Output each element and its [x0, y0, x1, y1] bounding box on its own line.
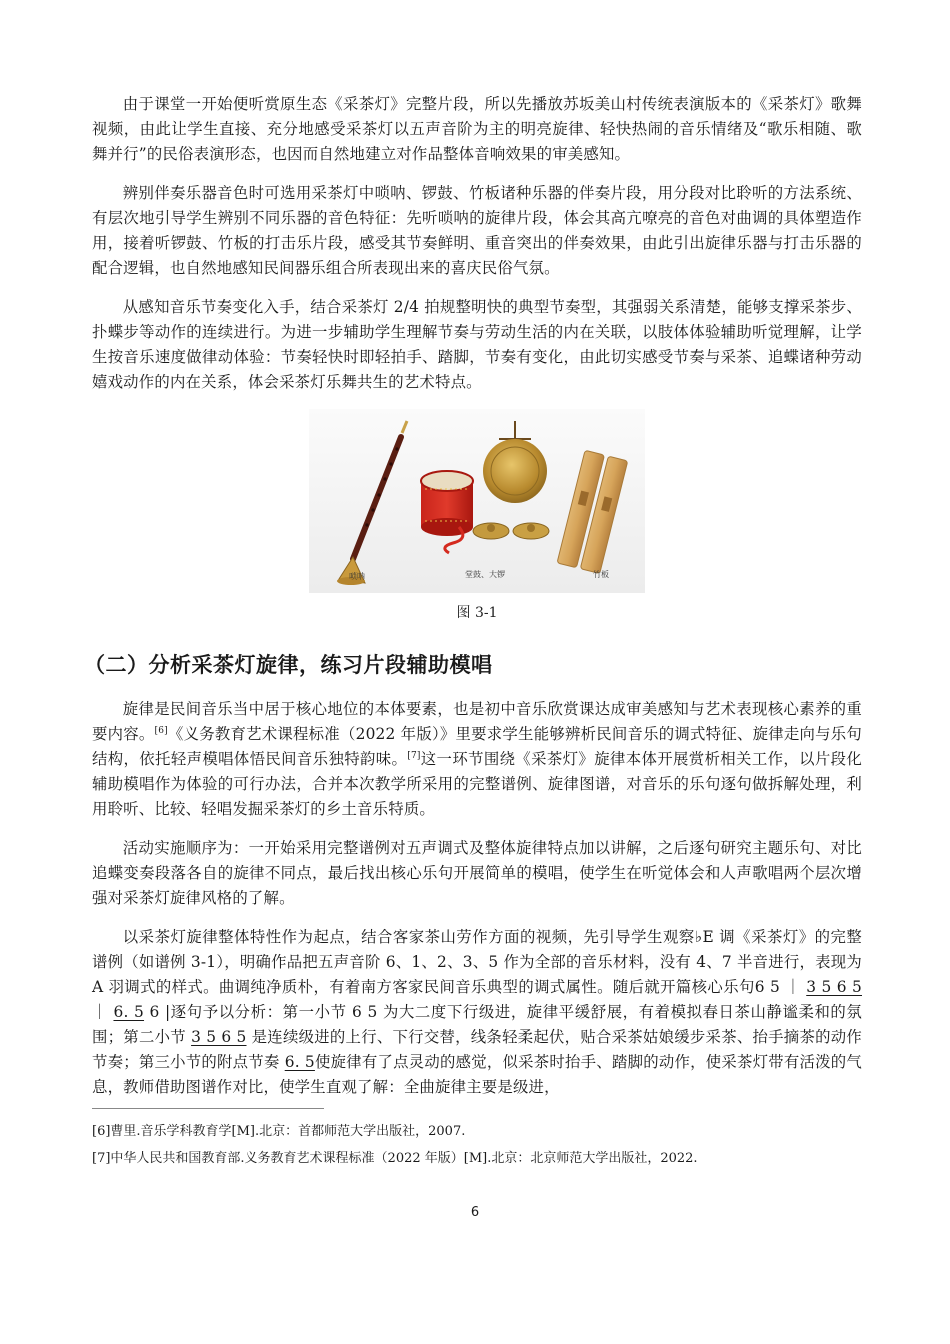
paragraph-6 [92, 925, 862, 1100]
paragraph-3: 从感知音乐节奏变化入手，结合采茶灯 2/4 拍规整明快的典型节奏型，其强弱关系清楚，能够支撑采茶步、扑蝶步等动作的连续进行。为进一步辅助学生理解节奏与劳动生活的内在关联，以肢体体验辅助听觉理解，让学生按音乐速度做律动体验：节奏轻快时即轻拍手、踏脚，节奏有变化，由此切实感受节奏与采茶、追蝶诸种劳动嬉戏动作的内在关系，体会采茶灯乐舞共生的艺术特点。 [92, 298, 862, 391]
paragraph-2: 辨别伴奏乐器音色时可选用采茶灯中唢呐、锣鼓、竹板诸种乐器的伴奏片段，用分段对比聆听的方法系统、有层次地引导学生辨别不同乐器的音色特征：先听唢呐的旋律片段，体会其高亢嘹亮的音色对曲调的具体塑造作用，接着听锣鼓、竹板的打击乐片段，感受其节奏鲜明、重音突出的伴奏效果，由此引出旋律乐器与打击乐器的配合逻辑，也自然地感知民间器乐组合所表现出来的喜庆民俗气氛。 [92, 184, 862, 277]
paragraph-6-text-4: 是连续级进的上行、下行交替，线条轻柔起伏，贴合采茶姑娘缓步采茶、抬手摘茶的动作节奏；第三小节的附点节奏 [92, 1028, 862, 1071]
section-heading: （二）分析采茶灯旋律，练习片段辅助模唱 [84, 653, 493, 677]
paragraph-6-text-2: ｜ [92, 1003, 114, 1021]
footnote-6: [6]曹里.音乐学科教育学[M].北京：首都师范大学出版社，2007. [92, 1124, 466, 1139]
citation-6: [6] [154, 725, 168, 736]
paragraph-4-part-b: 《义务教育艺术课程标准（2022 年版）》里要求学生能够辨析民间音乐的调式特征、旋律走向与乐句结构，依托轻声模唱体悟民间音乐独特韵味。 [92, 725, 862, 768]
paragraph-6-text-3: 6 |逐句予以分析：第一小节 6 5 为大二度下行级进，旋律平缓舒展，有着模拟春日茶山静谧柔和的氛围；第二小节 [92, 1003, 862, 1046]
figure-3-1 [92, 409, 862, 623]
paragraph-4-part-c: 这一环节围绕《采茶灯》旋律本体开展赏析相关工作，以片段化辅助模唱作为体验的可行办法，合并本次教学所采用的完整谱例、旋律图谱，对音乐的乐句逐句做拆解处理，利用聆听、比较、轻唱发掘采茶灯的乡土音乐特质。 [92, 750, 862, 818]
figure-caption: 图 3-1 [456, 605, 498, 621]
paragraph-5: 活动实施顺序为：一开始采用完整谱例对五声调式及整体旋律特点加以讲解，之后逐句研究主题乐句、对比追蝶变奏段落各自的旋律不同点，最后找出核心乐句开展简单的模唱，使学生在听觉体会和人声歌唱两个层次增强对采茶灯旋律风格的了解。 [92, 839, 862, 907]
paragraph-4-part-a: 旋律是民间音乐当中居于核心地位的本体要素，也是初中音乐欣赏课达成审美感知与艺术表现核心素养的重要内容。 [92, 700, 862, 743]
citation-7: [7] [407, 750, 421, 761]
footnotes [92, 1108, 862, 1176]
footnote-7: [7]中华人民共和国教育部.义务教育艺术课程标准（2022 年版）[M].北京：北京师范大学出版社，2022. [92, 1151, 698, 1166]
notation-1: 3 5 6 5 [806, 978, 862, 996]
notation-4: 6. 5 [284, 1053, 315, 1071]
paragraph-1: 由于课堂一开始便听赏原生态《采茶灯》完整片段，所以先播放苏坂美山村传统表演版本的《采茶灯》歌舞视频，由此让学生直接、充分地感受采茶灯以五声音阶为主的明亮旋律、轻快热闹的音乐情绪及“歌乐相随、歌舞并行”的民俗表演形态，也因而自然地建立对作品整体音响效果的审美感知。 [92, 95, 862, 163]
label-suona: 唢呐 [349, 572, 365, 581]
paragraph-6-text-1: 以采茶灯旋律整体特性作为起点，结合客家茶山劳作方面的视频，先引导学生观察♭E 调《采茶灯》的完整谱例（如谱例 3-1），明确作品把五声音阶 6、1、2、3、5 作为全部的音乐材料，没有 4、7 半音进行，表现为 A 羽调式的样式。曲调纯净质朴，有着南方客家民间音乐典型的调式属性。随后就开篇核心乐句6 5 ｜ [92, 928, 862, 996]
page-number: 6 [470, 1205, 480, 1220]
label-drum-gong: 堂鼓、大锣 [465, 570, 505, 579]
label-bamboo: 竹板 [593, 570, 609, 579]
footnote-rule [92, 1108, 324, 1109]
paragraph-6-text-5: 使旋律有了点灵动的感觉，似采茶时抬手、踏脚的动作，使采茶灯带有活泼的气息，教师借助图谱作对比，使学生直观了解：全曲旋律主要是级进， [92, 1053, 862, 1096]
paragraph-4 [92, 697, 862, 822]
notation-2: 6. 5 [113, 1003, 145, 1021]
instruments-photo [309, 409, 645, 593]
page-body [84, 92, 862, 1114]
notation-3: 3 5 6 5 [191, 1028, 247, 1046]
